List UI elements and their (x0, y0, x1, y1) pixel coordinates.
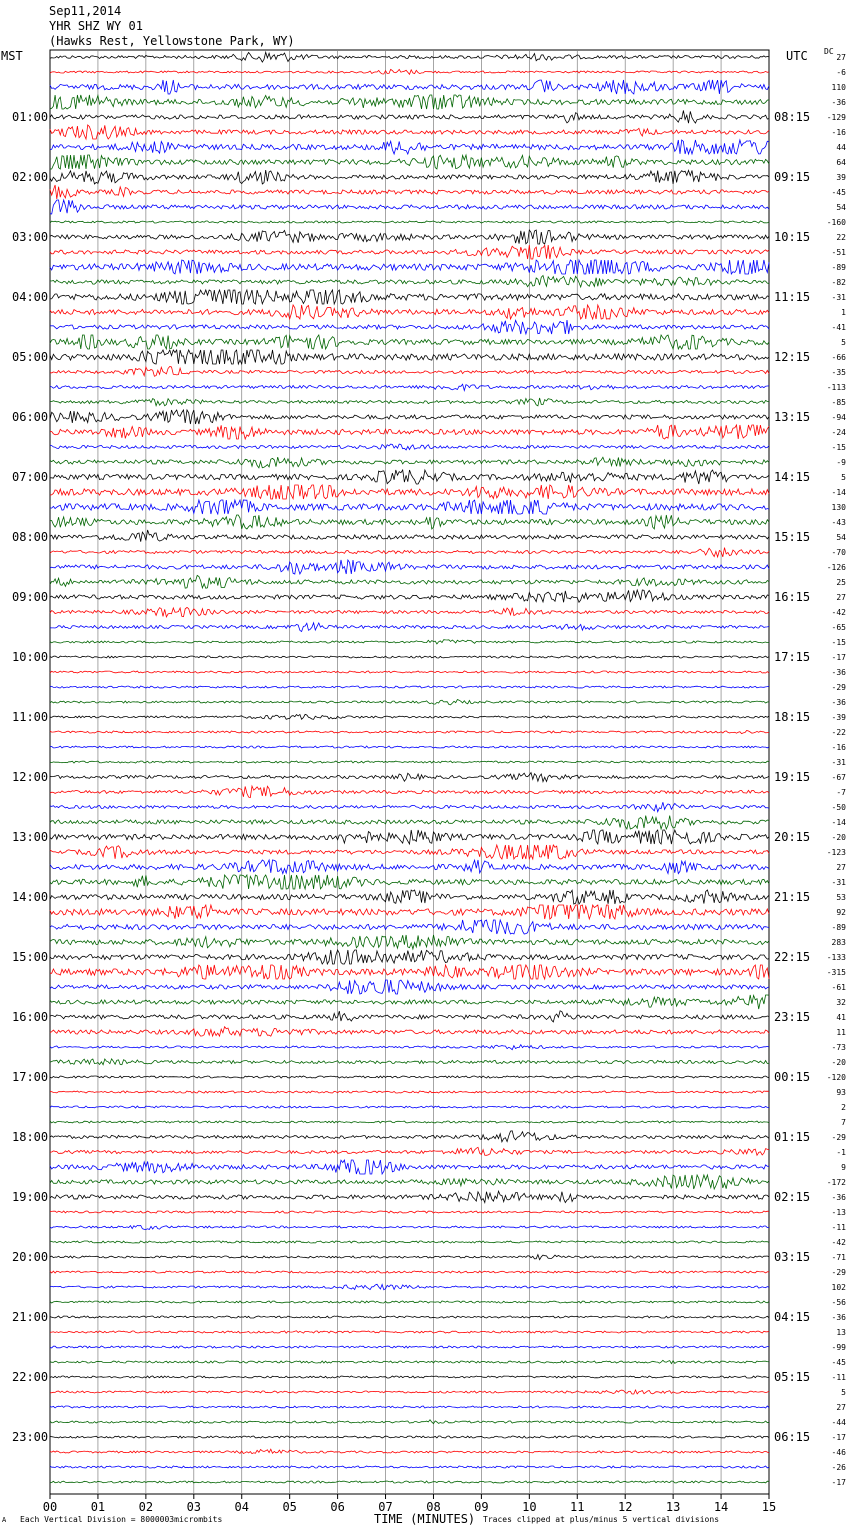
dc-offset-47: -16 (831, 743, 846, 752)
trace-line-31 (50, 500, 769, 514)
mst-hour-label-22: 22:00 (12, 1370, 49, 1384)
utc-hour-label-5: 12:15 (774, 350, 811, 364)
trace-line-89 (50, 1376, 769, 1378)
dc-offset-96: -17 (831, 1478, 846, 1487)
dc-offset-80: -42 (831, 1238, 846, 1247)
trace-line-58 (50, 905, 769, 919)
trace-line-4 (50, 95, 769, 109)
utc-hour-labels (774, 110, 810, 1444)
dc-offset-56: -31 (831, 878, 846, 887)
trace-line-49 (50, 773, 769, 782)
dc-offset-93: -17 (831, 1433, 846, 1442)
dc-offset-15: -89 (831, 263, 846, 272)
dc-offset-44: -36 (831, 698, 846, 707)
trace-line-73 (50, 1131, 769, 1142)
trace-line-70 (50, 1091, 769, 1093)
trace-line-38 (50, 607, 769, 617)
mst-hour-label-7: 07:00 (12, 470, 49, 484)
trace-line-3 (50, 80, 769, 94)
dc-offset-87: -99 (831, 1343, 846, 1352)
mst-hour-label-8: 08:00 (12, 530, 49, 544)
trace-line-41 (50, 656, 769, 658)
trace-line-24 (50, 398, 769, 406)
dc-offset-82: -29 (831, 1268, 846, 1277)
utc-hour-label-18: 01:15 (774, 1130, 811, 1144)
trace-line-71 (50, 1106, 769, 1108)
mst-hour-label-13: 13:00 (12, 830, 49, 844)
mst-hour-label-20: 20:00 (12, 1250, 49, 1264)
trace-line-34 (50, 548, 769, 557)
dc-offset-63: -61 (831, 983, 846, 992)
dc-offset-86: 13 (836, 1328, 846, 1337)
trace-line-37 (50, 590, 769, 602)
dc-offset-25: -94 (831, 413, 846, 422)
dc-offset-19: -41 (831, 323, 846, 332)
trace-line-23 (50, 384, 769, 390)
trace-line-25 (50, 410, 769, 424)
dc-offset-70: 93 (836, 1088, 846, 1097)
utc-hour-label-8: 15:15 (774, 530, 811, 544)
trace-line-88 (50, 1360, 769, 1363)
seismic-traces (50, 52, 769, 1483)
dc-offset-24: -85 (831, 398, 846, 407)
dc-offset-20: 5 (841, 338, 846, 347)
trace-line-76 (50, 1175, 769, 1189)
dc-offset-9: 39 (836, 173, 846, 182)
trace-line-47 (50, 746, 769, 748)
dc-offset-26: -24 (831, 428, 846, 437)
trace-line-16 (50, 276, 769, 288)
trace-line-90 (50, 1390, 769, 1394)
trace-line-96 (50, 1481, 769, 1483)
dc-offset-36: 25 (836, 578, 846, 587)
dc-offset-55: 27 (836, 863, 846, 872)
header-station: YHR SHZ WY 01 (49, 19, 143, 33)
utc-hour-label-10: 17:15 (774, 650, 811, 664)
dc-offset-94: -46 (831, 1448, 846, 1457)
dc-offset-84: -56 (831, 1298, 846, 1307)
x-tick-label-02: 02 (138, 1500, 154, 1514)
trace-line-45 (50, 714, 769, 719)
mst-hour-label-14: 14:00 (12, 890, 49, 904)
dc-offset-78: -13 (831, 1208, 846, 1217)
dc-offset-69: -120 (826, 1073, 846, 1082)
dc-offset-89: -11 (831, 1373, 846, 1382)
trace-line-79 (50, 1225, 769, 1229)
trace-line-52 (50, 816, 769, 829)
trace-line-54 (50, 845, 769, 859)
x-tick-label-06: 06 (330, 1500, 345, 1514)
trace-line-33 (50, 530, 769, 542)
x-tick-label-00: 00 (42, 1500, 58, 1514)
dc-offset-22: -35 (831, 368, 846, 377)
dc-offset-13: 22 (836, 233, 846, 242)
trace-line-63 (50, 980, 769, 994)
trace-line-7 (50, 140, 769, 154)
trace-line-83 (50, 1284, 769, 1290)
dc-offset-27: -15 (831, 443, 846, 452)
x-tick-label-10: 10 (522, 1500, 537, 1514)
trace-line-84 (50, 1301, 769, 1303)
utc-hour-label-12: 19:15 (774, 770, 811, 784)
trace-line-27 (50, 444, 769, 450)
x-tick-label-13: 13 (665, 1500, 681, 1514)
dc-offset-61: -133 (826, 953, 846, 962)
mst-hour-label-6: 06:00 (12, 410, 49, 424)
utc-hour-label-16: 23:15 (774, 1010, 811, 1024)
trace-line-9 (50, 170, 769, 184)
vertical-division-note: Each Vertical Division = 8000003micrombits (20, 1515, 223, 1524)
trace-line-68 (50, 1059, 769, 1065)
mst-hour-label-10: 10:00 (12, 650, 49, 664)
dc-offset-77: -36 (831, 1193, 846, 1202)
trace-line-64 (50, 995, 769, 1009)
utc-hour-label-23: 06:15 (774, 1430, 811, 1444)
utc-hour-label-1: 08:15 (774, 110, 811, 124)
x-tick-label-15: 15 (761, 1500, 777, 1514)
dc-offset-88: -45 (831, 1358, 846, 1367)
dc-offset-50: -7 (836, 788, 846, 797)
trace-line-17 (50, 290, 769, 304)
dc-offset-41: -17 (831, 653, 846, 662)
x-tick-label-14: 14 (713, 1500, 729, 1514)
trace-line-8 (50, 155, 769, 169)
dc-offset-4: -36 (831, 98, 846, 107)
trace-line-94 (50, 1449, 769, 1453)
x-tick-label-09: 09 (474, 1500, 489, 1514)
utc-hour-label-21: 04:15 (774, 1310, 811, 1324)
mst-hour-label-21: 21:00 (12, 1310, 49, 1324)
dc-offset-42: -36 (831, 668, 846, 677)
dc-offset-62: -315 (826, 968, 846, 977)
mst-hour-labels (12, 110, 48, 1444)
dc-offset-76: -172 (826, 1178, 846, 1187)
dc-offset-30: -14 (831, 488, 846, 497)
dc-offset-95: -26 (831, 1463, 846, 1472)
trace-line-43 (50, 686, 769, 688)
dc-offset-49: -67 (831, 773, 846, 782)
dc-offset-79: -11 (831, 1223, 846, 1232)
dc-offset-31: 130 (831, 503, 846, 512)
trace-line-44 (50, 700, 769, 705)
trace-line-75 (50, 1160, 769, 1174)
trace-line-42 (50, 671, 769, 673)
mst-hour-label-3: 03:00 (12, 230, 49, 244)
dc-offset-37: 27 (836, 593, 846, 602)
trace-line-5 (50, 110, 769, 123)
dc-offset-81: -71 (831, 1253, 846, 1262)
trace-line-87 (50, 1346, 769, 1348)
trace-line-51 (50, 802, 769, 812)
dc-offset-5: -129 (826, 113, 846, 122)
x-tick-label-04: 04 (234, 1500, 249, 1514)
trace-line-86 (50, 1331, 769, 1333)
header-location: (Hawks Rest, Yellowstone Park, WY) (49, 34, 295, 48)
utc-hour-label-7: 14:15 (774, 470, 811, 484)
utc-hour-label-6: 13:15 (774, 410, 811, 424)
x-tick-label-12: 12 (617, 1500, 633, 1514)
mst-hour-label-9: 09:00 (12, 590, 49, 604)
x-tick-label-05: 05 (282, 1500, 297, 1514)
dc-offset-34: -70 (831, 548, 846, 557)
mst-hour-label-1: 01:00 (12, 110, 49, 124)
utc-hour-label-20: 03:15 (774, 1250, 811, 1264)
mst-hour-label-2: 02:00 (12, 170, 49, 184)
dc-offset-90: 5 (841, 1388, 846, 1397)
trace-line-95 (50, 1466, 769, 1468)
trace-line-60 (50, 935, 769, 949)
dc-offset-33: 54 (836, 533, 846, 542)
dc-offset-68: -20 (831, 1058, 846, 1067)
trace-line-72 (50, 1121, 769, 1123)
mst-hour-label-4: 04:00 (12, 290, 49, 304)
trace-line-30 (50, 485, 769, 499)
trace-line-67 (50, 1045, 769, 1050)
dc-offset-43: -29 (831, 683, 846, 692)
trace-line-39 (50, 623, 769, 632)
dc-offset-57: 53 (836, 893, 846, 902)
trace-line-59 (50, 920, 769, 934)
dc-offset-75: 9 (841, 1163, 846, 1172)
dc-offset-21: -66 (831, 353, 846, 362)
dc-offset-labels (827, 53, 846, 1487)
utc-hour-label-19: 02:15 (774, 1190, 811, 1204)
dc-offset-58: 92 (836, 908, 846, 917)
mst-hour-label-16: 16:00 (12, 1010, 49, 1024)
trace-line-26 (50, 425, 769, 439)
dc-offset-11: 54 (836, 203, 846, 212)
dc-offset-16: -82 (831, 278, 846, 287)
trace-line-32 (50, 515, 769, 529)
trace-line-66 (50, 1027, 769, 1037)
dc-offset-74: -1 (836, 1148, 846, 1157)
trace-line-69 (50, 1076, 769, 1078)
trace-line-35 (50, 560, 769, 574)
dc-offset-39: -65 (831, 623, 846, 632)
trace-line-29 (50, 470, 769, 484)
dc-offset-32: -43 (831, 518, 846, 527)
trace-line-53 (50, 830, 769, 844)
utc-hour-label-4: 11:15 (774, 290, 811, 304)
dc-label: DC (824, 47, 834, 56)
x-axis-ticks (43, 1494, 776, 1514)
trace-line-10 (50, 185, 769, 199)
dc-offset-85: -36 (831, 1313, 846, 1322)
dc-offset-3: 110 (831, 83, 846, 92)
dc-offset-38: -42 (831, 608, 846, 617)
trace-line-91 (50, 1406, 769, 1408)
dc-offset-7: 44 (836, 143, 846, 152)
trace-line-12 (50, 221, 769, 223)
dc-offset-48: -31 (831, 758, 846, 767)
mst-hour-label-18: 18:00 (12, 1130, 49, 1144)
utc-hour-label-17: 00:15 (774, 1070, 811, 1084)
dc-offset-23: -113 (826, 383, 846, 392)
x-tick-label-01: 01 (90, 1500, 106, 1514)
dc-offset-1: 27 (836, 53, 846, 62)
dc-offset-71: 2 (841, 1103, 846, 1112)
x-tick-label-08: 08 (426, 1500, 441, 1514)
trace-line-13 (50, 230, 769, 244)
trace-line-65 (50, 1011, 769, 1022)
trace-line-20 (50, 335, 769, 349)
trace-line-93 (50, 1436, 769, 1438)
trace-line-81 (50, 1255, 769, 1260)
trace-line-18 (50, 305, 769, 319)
dc-offset-60: 283 (831, 938, 846, 947)
mst-hour-label-19: 19:00 (12, 1190, 49, 1204)
trace-line-78 (50, 1211, 769, 1213)
utc-hour-label-22: 05:15 (774, 1370, 811, 1384)
trace-line-19 (50, 320, 769, 334)
trace-line-50 (50, 786, 769, 798)
trace-line-2 (50, 69, 769, 74)
trace-line-56 (50, 875, 769, 889)
trace-line-82 (50, 1271, 769, 1273)
x-tick-label-07: 07 (378, 1500, 393, 1514)
clip-note: Traces clipped at plus/minus 5 vertical divisions (483, 1515, 720, 1524)
x-tick-label-11: 11 (570, 1500, 585, 1514)
mst-hour-label-11: 11:00 (12, 710, 49, 724)
utc-hour-label-2: 09:15 (774, 170, 811, 184)
dc-offset-2: -6 (836, 68, 846, 77)
dc-offset-73: -29 (831, 1133, 846, 1142)
dc-offset-52: -14 (831, 818, 846, 827)
dc-offset-40: -15 (831, 638, 846, 647)
dc-offset-46: -22 (831, 728, 846, 737)
utc-hour-label-11: 18:15 (774, 710, 811, 724)
utc-hour-label-14: 21:15 (774, 890, 811, 904)
mst-hour-label-15: 15:00 (12, 950, 49, 964)
mst-hour-label-23: 23:00 (12, 1430, 49, 1444)
trace-line-85 (50, 1316, 769, 1318)
trace-line-36 (50, 575, 769, 588)
dc-offset-83: 102 (831, 1283, 846, 1292)
utc-hour-label-13: 20:15 (774, 830, 811, 844)
left-timezone-label: MST (1, 49, 23, 63)
trace-line-55 (50, 860, 769, 874)
dc-offset-8: 64 (836, 158, 846, 167)
trace-line-77 (50, 1191, 769, 1203)
trace-line-40 (50, 640, 769, 644)
dc-offset-66: 11 (836, 1028, 846, 1037)
dc-offset-64: 32 (836, 998, 846, 1007)
dc-offset-45: -39 (831, 713, 846, 722)
dc-offset-6: -16 (831, 128, 846, 137)
dc-offset-92: -44 (831, 1418, 846, 1427)
trace-line-46 (50, 731, 769, 734)
trace-line-62 (50, 965, 769, 979)
trace-line-61 (50, 950, 769, 964)
trace-line-22 (50, 367, 769, 377)
dc-offset-51: -50 (831, 803, 846, 812)
right-timezone-label: UTC (786, 49, 808, 63)
trace-line-92 (50, 1420, 769, 1424)
dc-offset-91: 27 (836, 1403, 846, 1412)
dc-offset-29: 5 (841, 473, 846, 482)
mst-hour-label-17: 17:00 (12, 1070, 49, 1084)
dc-offset-28: -9 (836, 458, 846, 467)
x-tick-label-03: 03 (186, 1500, 202, 1514)
corner-mark: A (2, 1516, 7, 1524)
utc-hour-label-3: 10:15 (774, 230, 811, 244)
x-axis-label: TIME (MINUTES) (374, 1512, 476, 1526)
trace-line-57 (50, 890, 769, 904)
dc-offset-17: -31 (831, 293, 846, 302)
trace-line-48 (50, 761, 769, 763)
trace-line-80 (50, 1241, 769, 1243)
trace-line-1 (50, 52, 769, 62)
dc-offset-10: -45 (831, 188, 846, 197)
trace-line-74 (50, 1147, 769, 1155)
trace-line-28 (50, 457, 769, 468)
dc-offset-12: -160 (826, 218, 846, 227)
dc-offset-14: -51 (831, 248, 846, 257)
mst-hour-label-5: 05:00 (12, 350, 49, 364)
header-date: Sep11,2014 (49, 4, 122, 18)
trace-line-21 (50, 350, 769, 364)
dc-offset-54: -123 (826, 848, 846, 857)
dc-offset-53: -20 (831, 833, 846, 842)
dc-offset-65: 41 (836, 1013, 846, 1022)
utc-hour-label-9: 16:15 (774, 590, 811, 604)
trace-line-15 (50, 260, 769, 274)
dc-offset-35: -126 (826, 563, 846, 572)
trace-line-11 (50, 200, 769, 214)
utc-hour-label-15: 22:15 (774, 950, 811, 964)
dc-offset-18: 1 (841, 308, 846, 317)
trace-line-14 (50, 245, 769, 259)
dc-offset-72: 7 (841, 1118, 846, 1127)
mst-hour-label-12: 12:00 (12, 770, 49, 784)
dc-offset-67: -73 (831, 1043, 846, 1052)
trace-line-6 (50, 125, 769, 139)
dc-offset-59: -89 (831, 923, 846, 932)
